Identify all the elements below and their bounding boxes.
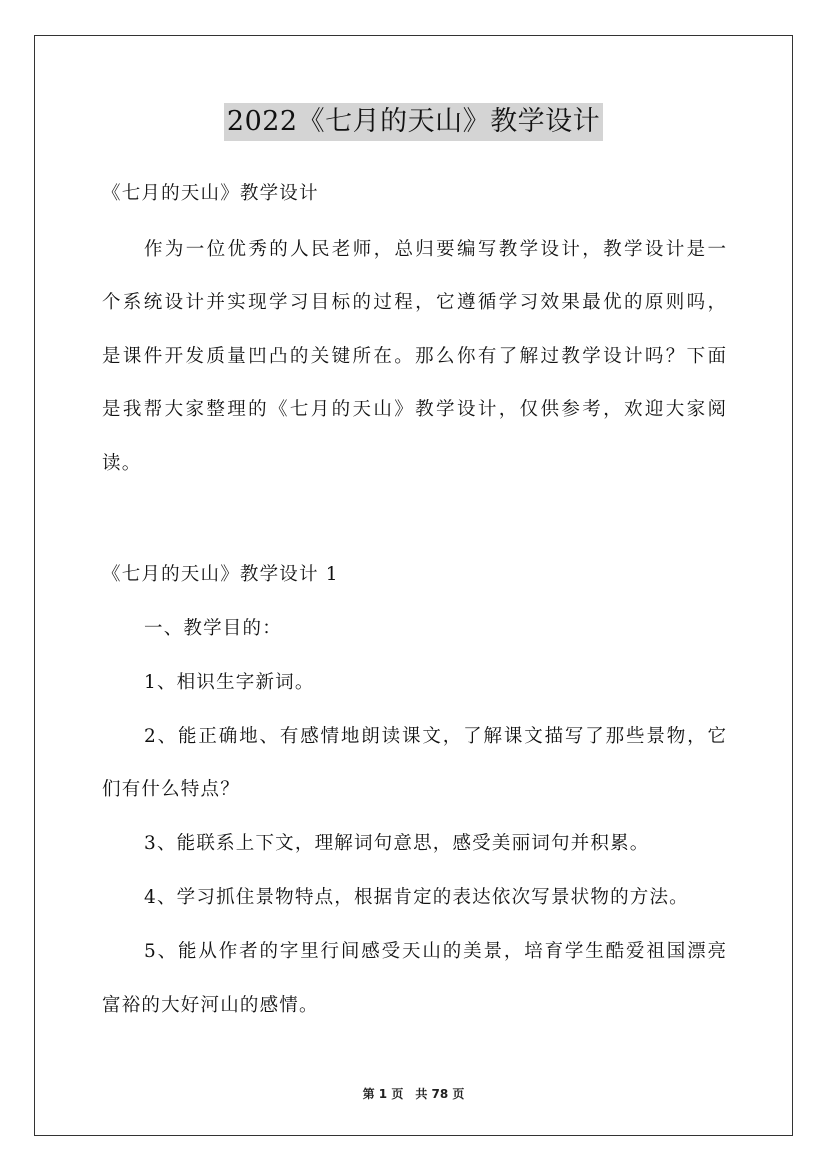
subtitle: 《七月的天山》教学设计 bbox=[102, 183, 319, 204]
title-container bbox=[0, 103, 827, 141]
intro-line-4: 是我帮大家整理的《七月的天山》教学设计，仅供参考，欢迎大家阅 bbox=[102, 399, 726, 420]
document-title: 2022《七月的天山》教学设计 bbox=[224, 103, 603, 141]
goals-heading: 一、教学目的： bbox=[144, 618, 282, 639]
intro-line-1: 作为一位优秀的人民老师，总归要编写教学设计，教学设计是一 bbox=[144, 239, 726, 260]
intro-line-5: 读。 bbox=[102, 453, 142, 474]
intro-line-2: 个系统设计并实现学习目标的过程，它遵循学习效果最优的原则吗， bbox=[102, 292, 726, 313]
goal-item-5-line-1: 5、能从作者的字里行间感受天山的美景，培育学生酷爱祖国漂亮 bbox=[144, 941, 726, 962]
page-number-footer: 第 1 页 共 78 页 bbox=[362, 1087, 465, 1101]
goal-item-2-line-2: 们有什么特点？ bbox=[102, 779, 240, 800]
section-heading: 《七月的天山》教学设计 1 bbox=[102, 564, 339, 585]
goal-item-3: 3、能联系上下文，理解词句意思，感受美丽词句并积累。 bbox=[144, 833, 650, 854]
goal-item-5-line-2: 富裕的大好河山的感情。 bbox=[102, 995, 319, 1016]
intro-line-3: 是课件开发质量凹凸的关键所在。那么你有了解过教学设计吗？下面 bbox=[102, 346, 726, 367]
goal-item-2-line-1: 2、能正确地、有感情地朗读课文，了解课文描写了那些景物，它 bbox=[144, 726, 726, 747]
goal-item-4: 4、学习抓住景物特点，根据肯定的表达依次写景状物的方法。 bbox=[144, 887, 689, 908]
goal-item-1: 1、相识生字新词。 bbox=[144, 672, 315, 693]
